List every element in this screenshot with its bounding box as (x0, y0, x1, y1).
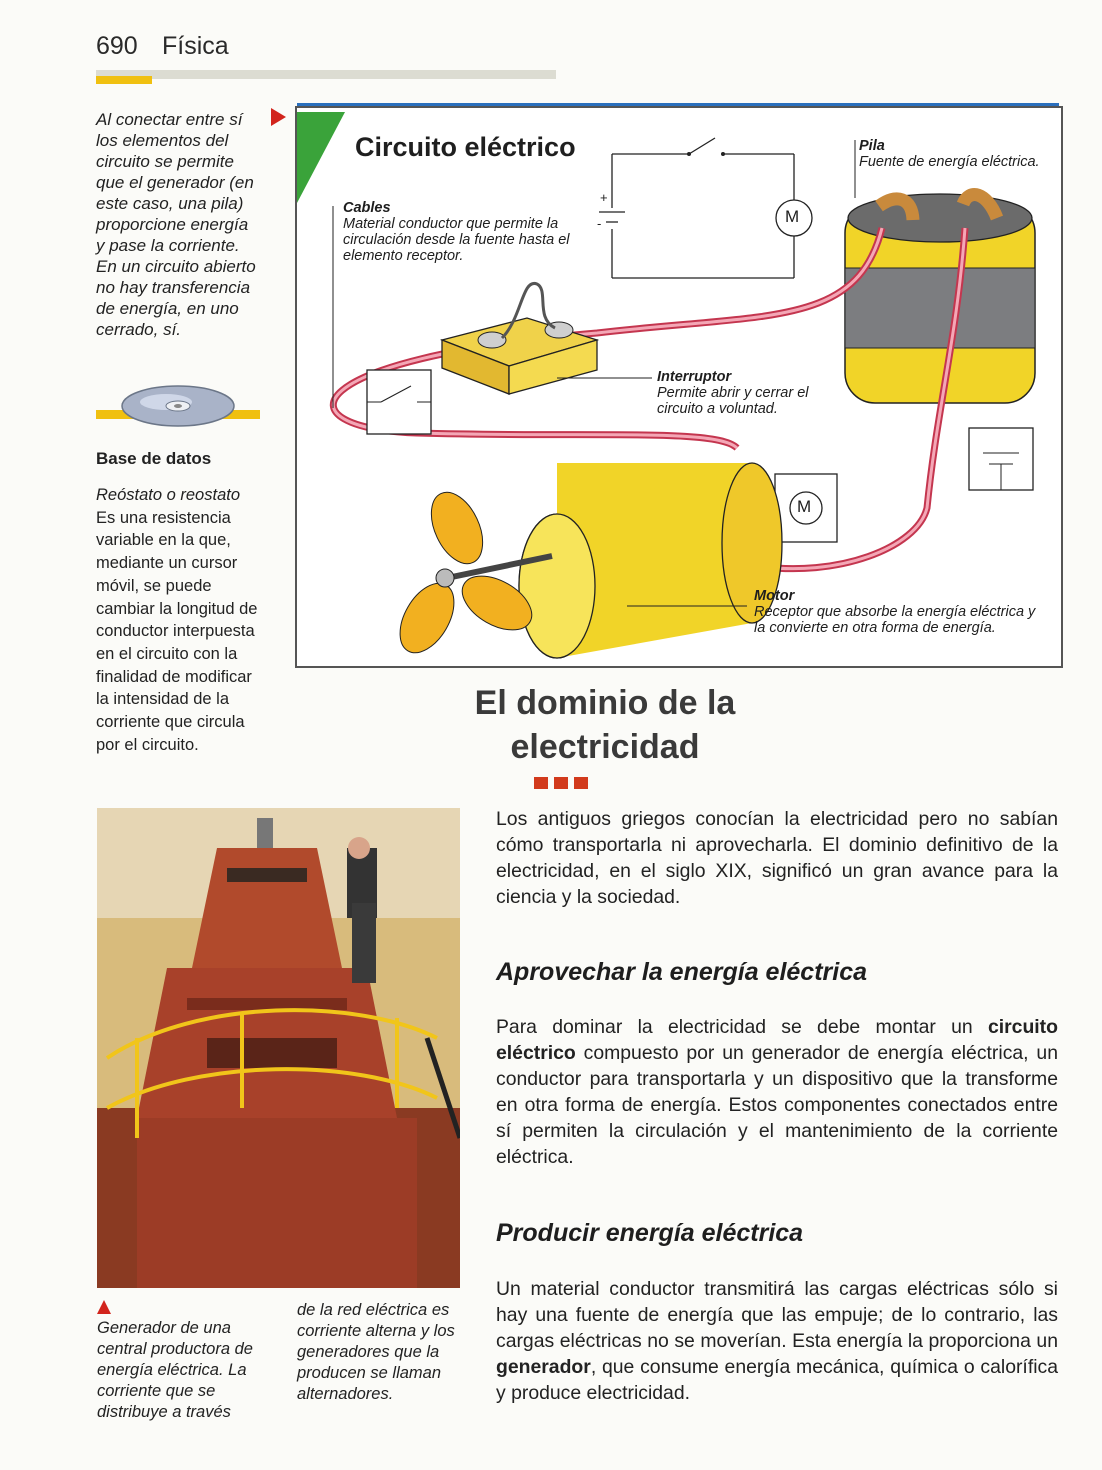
section1-text-a: Para dominar la electricidad se debe montar un (496, 1016, 988, 1038)
section2-text-b: , que consume energía mecánica, química o calorífica y produce electricidad. (496, 1356, 1058, 1404)
article-title-line2: electricidad (510, 728, 700, 766)
decorative-squares (534, 776, 594, 794)
section2-heading: Producir energía eléctrica (496, 1219, 804, 1247)
article-title-line1: El dominio de la (474, 684, 736, 722)
cables-title: Cables (343, 200, 391, 216)
cables-text: Material conductor que permite la circulación desde la fuente hasta el elemento receptor. (343, 216, 570, 264)
diagram-title: Circuito eléctrico (355, 132, 576, 162)
motor-title: Motor (754, 588, 795, 604)
section2-bold: generador (496, 1356, 591, 1378)
interruptor-text: Permite abrir y cerrar el circuito a voluntad. (657, 385, 809, 417)
page-number: 690 (96, 32, 138, 60)
section1-paragraph (496, 1014, 1058, 1170)
database-term: Reóstato o reostato (96, 486, 241, 504)
pila-label (859, 138, 1049, 170)
intro-paragraph: Los antiguos griegos conocían la electricidad pero no sabían cómo transportarla ni aprovecharla. El dominio definitivo de la electricidad, en el siglo XIX, significó un gran avance para la ciencia y la sociedad. (496, 808, 1058, 908)
motor-label (754, 588, 1044, 636)
interruptor-title: Interruptor (657, 369, 732, 385)
motor-symbol-label-2: M (797, 497, 812, 516)
motor-symbol-label: M (785, 207, 800, 226)
section2-text-a: Un material conductor transmitirá las cargas eléctricas sólo si hay una fuente de energía que las empuje; de lo contrario, las cargas eléctricas no se moverían. Esta energía la proporciona un (496, 1278, 1058, 1352)
photo-caption-col2: de la red eléctrica es corriente alterna y los generadores que la producen se llaman alternadores. (297, 1301, 455, 1403)
pila-title: Pila (859, 138, 885, 154)
circuit-diagram (295, 106, 1063, 668)
generator-photo (97, 808, 460, 1288)
cd-icon (96, 380, 262, 435)
database-text (96, 484, 261, 756)
article-title (415, 681, 795, 769)
section2-paragraph (496, 1276, 1058, 1406)
caption-marker-icon (97, 1300, 111, 1314)
section-title: Física (162, 32, 229, 60)
motor-text: Receptor que absorbe la energía eléctrica y la convierte en otra forma de energía. (754, 604, 1036, 636)
section1-text-b: compuesto por un generador de energía eléctrica, un conductor para transportarla y un dispositivo que la transforme en otra forma de energía. Estos componentes conectados entre sí permiten la circulación y el mantenimiento de la corriente eléctrica. (496, 1042, 1058, 1168)
photo-caption-col1: Generador de una central productora de energía eléctrica. La corriente que se distribuye a través (97, 1319, 253, 1421)
database-definition: Es una resistencia variable en la que, mediante un cursor móvil, se puede cambiar la longitud de conductor interpuesta en el circuito con la finalidad de modificar la intensidad de la corriente que circula por el circuito. (96, 508, 258, 754)
section1-bold: circuito eléctrico (496, 1016, 1058, 1064)
battery-plus: + (600, 190, 608, 205)
database-title: Base de datos (96, 449, 212, 468)
sidebar-note: Al conectar entre sí los elementos del circuito se permite que el generador (en este caso, una pila) proporcione energía y pase la corriente. En un circuito abierto no hay transferencia de energía, en uno cerrado, sí. (96, 110, 256, 339)
interruptor-label (657, 369, 837, 417)
header-rule (96, 70, 556, 79)
section1-heading: Aprovechar la energía eléctrica (496, 958, 868, 986)
pointer-arrow-icon (271, 108, 286, 126)
cables-label (343, 200, 573, 264)
header-accent (96, 76, 152, 84)
battery-minus: - (597, 216, 602, 231)
pila-text: Fuente de energía eléctrica. (859, 154, 1040, 170)
